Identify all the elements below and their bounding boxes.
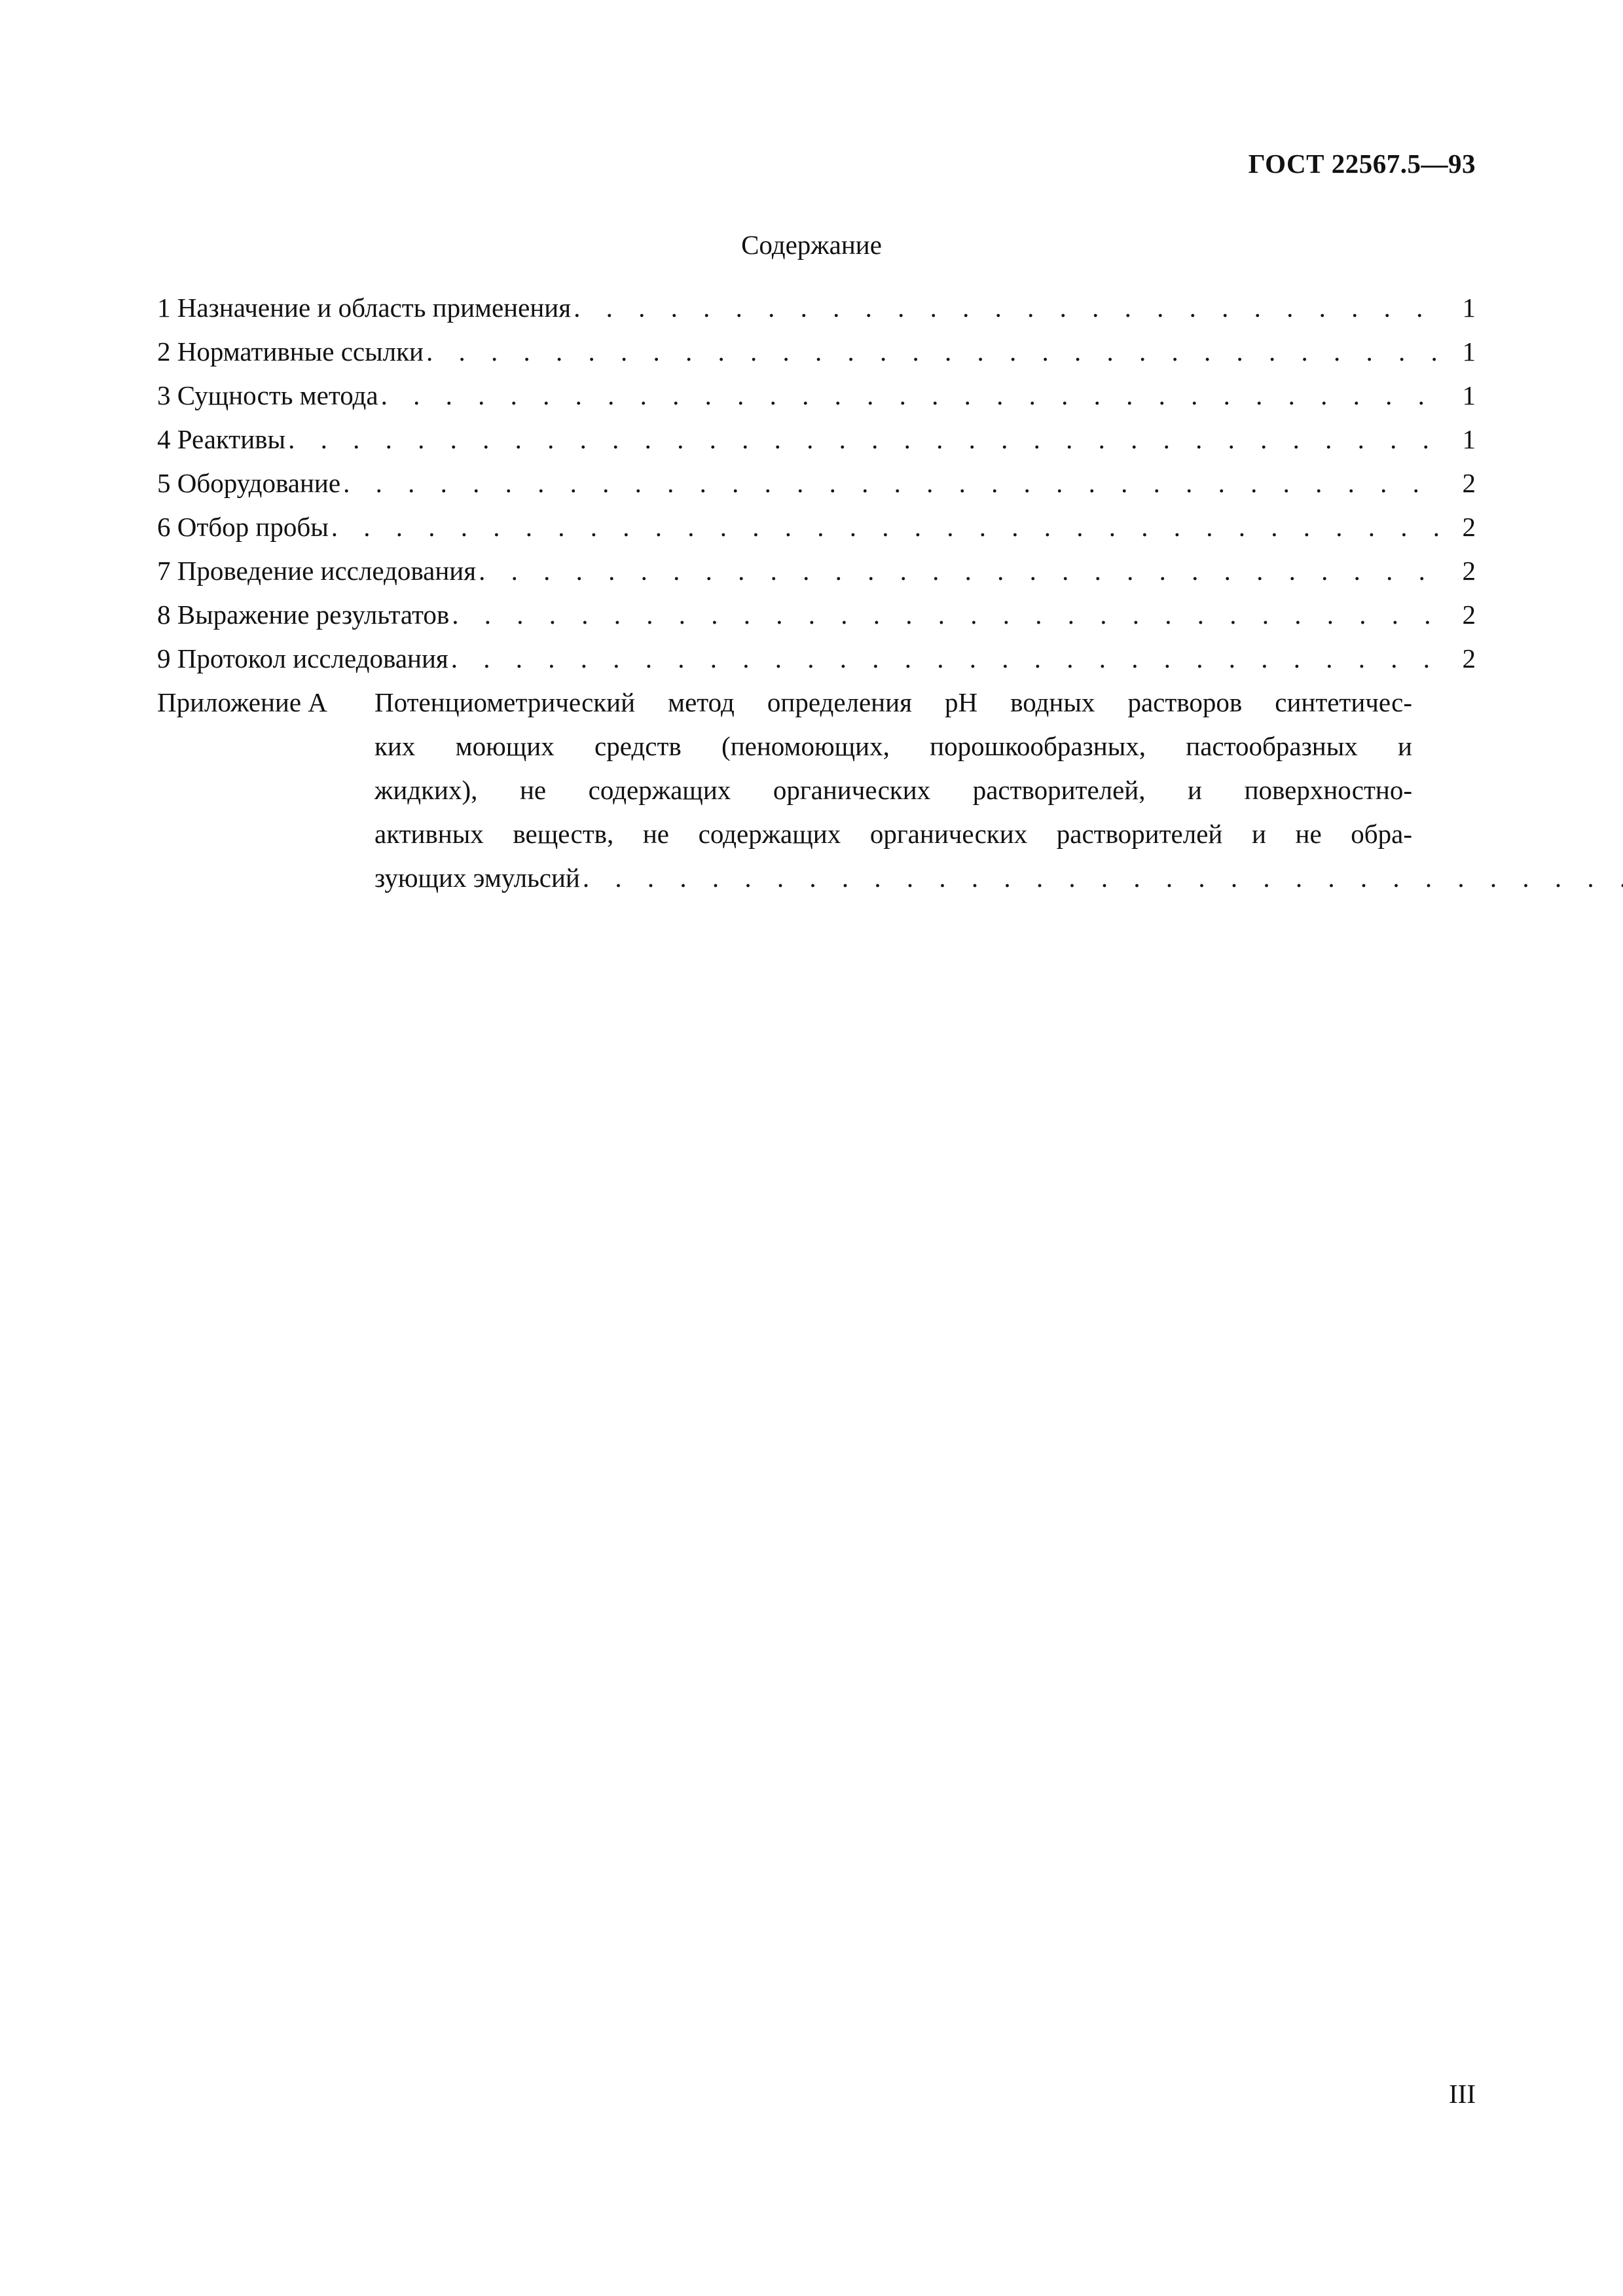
appendix-title-last-line: зующих эмульсий [374,863,580,893]
page-number: III [1449,2079,1476,2109]
toc-entry[interactable] [157,505,1476,549]
toc-entry[interactable] [157,637,1476,681]
toc-entry-label: 4 Реактивы [157,424,286,454]
toc-entry-label: 6 Отбор пробы [157,512,329,542]
toc-dot-leader [424,330,1443,374]
toc-appendix-entry[interactable] [157,681,1476,900]
toc-entry-label: 5 Оборудование [157,468,341,498]
toc-entry-label: 2 Нормативные ссылки [157,336,424,367]
toc-entry[interactable] [157,593,1476,637]
toc-entry-page: 2 [1462,600,1476,630]
toc-entry-page: 1 [1462,336,1476,367]
toc-entry[interactable] [157,374,1476,418]
appendix-title-line: ких моющих средств (пеномоющих, порошкообразных, пастообразных и [374,731,1412,761]
table-of-contents [157,286,1476,900]
appendix-title [374,681,1623,900]
toc-entry[interactable] [157,461,1476,505]
toc-dot-leader [340,461,1443,505]
appendix-title-line: Потенциометрический метод определения pH водных растворов синтетичес- [374,687,1412,717]
toc-entry[interactable] [157,418,1476,461]
toc-entry-page: 2 [1462,643,1476,673]
toc-entry[interactable] [157,286,1476,330]
toc-dot-leader [571,286,1443,330]
toc-entry-page: 2 [1462,556,1476,586]
toc-dot-leader [329,505,1443,549]
toc-dot-leader [378,374,1443,418]
toc-entry-page: 2 [1462,512,1476,542]
toc-entry-label: 3 Сущность метода [157,380,378,410]
appendix-prefix: Приложение А [157,687,327,717]
toc-entry-page: 1 [1462,380,1476,410]
toc-dot-leader [580,856,1623,900]
toc-entry-label: 9 Протокол исследования [157,643,448,673]
toc-entry[interactable] [157,330,1476,374]
toc-entry-label: 7 Проведение исследования [157,556,477,586]
toc-entry-page: 1 [1462,293,1476,323]
toc-dot-leader [476,549,1443,593]
toc-entry-label: 1 Назначение и область применения [157,293,572,323]
toc-entry-page: 1 [1462,424,1476,454]
toc-entry[interactable] [157,549,1476,593]
toc-title: Содержание [741,230,882,260]
toc-dot-leader [449,593,1443,637]
appendix-title-line: жидких), не содержащих органических растворителей, и поверхностно- [374,775,1412,805]
toc-dot-leader [285,418,1443,461]
standard-code-header: ГОСТ 22567.5—93 [1248,149,1476,179]
toc-dot-leader [448,637,1443,681]
appendix-title-line: активных веществ, не содержащих органических растворителей и не обра- [374,819,1412,849]
toc-entry-page: 2 [1462,468,1476,498]
toc-entry-label: 8 Выражение результатов [157,600,450,630]
